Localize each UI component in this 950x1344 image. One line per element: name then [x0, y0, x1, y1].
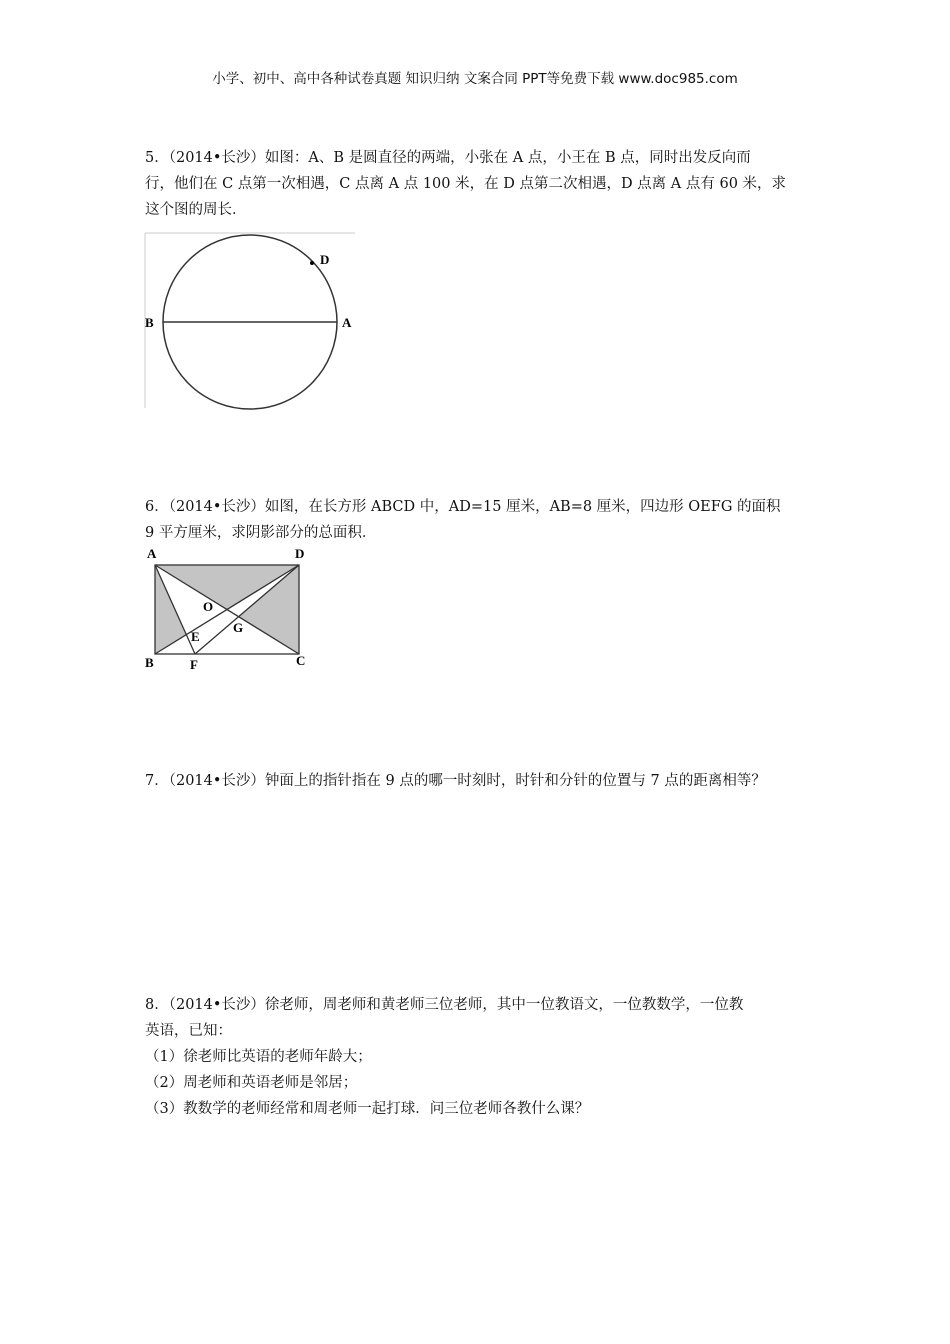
label-a: A — [342, 315, 352, 330]
page-header: 小学、初中、高中各种试卷真题 知识归纳 文案合同 PPT等免费下载 www.doc985.com — [212, 71, 738, 87]
circle-figure — [140, 228, 370, 413]
label-g: G — [233, 620, 244, 635]
text-line: 9 平方厘米，求阴影部分的总面积． — [145, 525, 377, 541]
text-line: 8．（2014•长沙）徐老师，周老师和黄老师三位老师，其中一位教语文，一位教数学，一位教 — [145, 997, 744, 1013]
text-line: 英语，已知： — [145, 1023, 232, 1039]
question-6 — [145, 494, 815, 546]
text-line: 6．（2014•长沙）如图，在长方形 ABCD 中，AD=15 厘米，AB=8 厘米，四边形 OEFG 的面积 — [145, 499, 781, 515]
question-7 — [145, 768, 815, 794]
text-line: （1）徐老师比英语的老师年龄大； — [145, 1049, 372, 1065]
text-line: 7．（2014•长沙）钟面上的指针指在 9 点的哪一时刻时，时针和分针的位置与 7 点的距离相等？ — [145, 773, 766, 789]
label-c: C — [296, 653, 306, 668]
label-d: D — [320, 252, 330, 267]
text-line: 这个图的周长． — [145, 202, 247, 218]
text-line: 行，他们在 C 点第一次相遇，C 点离 A 点 100 米，在 D 点第二次相遇，D 点离 A 点有 60 米，求 — [145, 176, 787, 192]
text-line: （3）教数学的老师经常和周老师一起打球．问三位老师各教什么课？ — [145, 1101, 590, 1117]
label-o: O — [203, 599, 214, 614]
question-5 — [145, 145, 815, 223]
label-b: B — [145, 315, 154, 330]
rectangle-figure — [145, 545, 325, 673]
label-b: B — [145, 655, 154, 670]
text-line: （2）周老师和英语老师是邻居； — [145, 1075, 358, 1091]
question-8 — [145, 992, 815, 1122]
label-e: E — [191, 629, 200, 644]
label-d: D — [295, 546, 305, 561]
text-line: 5．（2014•长沙）如图：A、B 是圆直径的两端，小张在 A 点，小王在 B 点，同时出发反向而 — [145, 150, 751, 166]
label-a: A — [147, 546, 157, 561]
label-f: F — [190, 657, 198, 672]
